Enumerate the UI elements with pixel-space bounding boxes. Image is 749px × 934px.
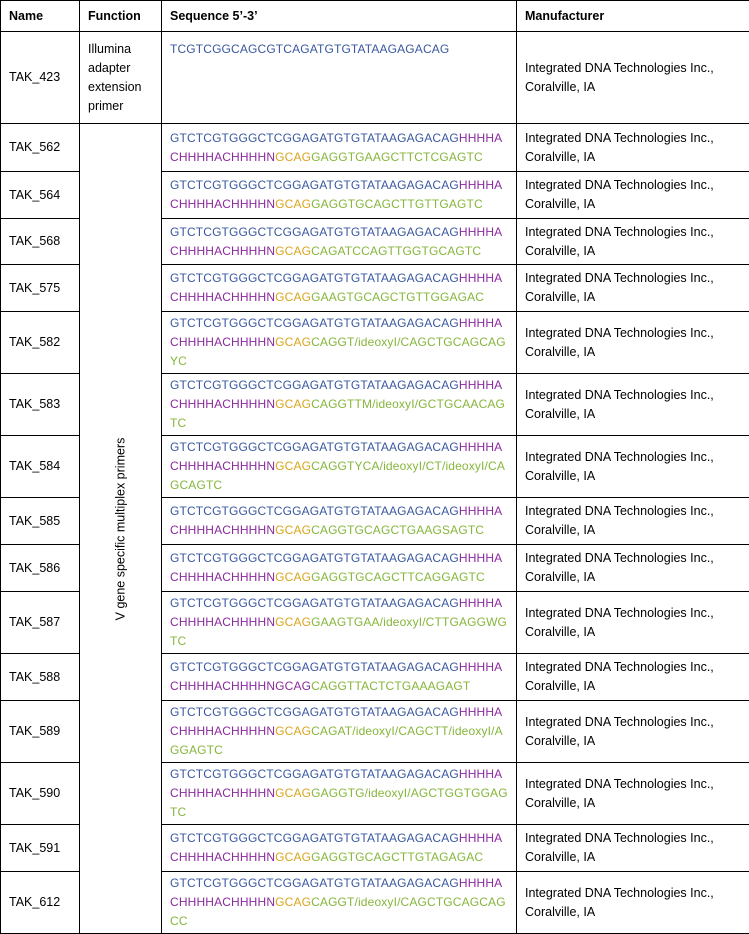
sequence-random-segment: HHHHACHHHHACHHHHN [170,504,502,537]
primer-manufacturer: Integrated DNA Technologies Inc., Coralville, IA [517,872,749,934]
sequence-adapter-segment: GTCTCGTGGGCTCGGAGATGTGTATAAGAGACAG [170,660,459,674]
header-manufacturer: Manufacturer [517,1,749,32]
sequence-adapter-segment: GTCTCGTGGGCTCGGAGATGTGTATAAGAGACAG [170,831,459,845]
primer-name: TAK_588 [1,654,80,701]
table-row [1,32,749,124]
primer-group-function [80,124,162,934]
sequence-spacer-segment: GCAG [275,570,311,584]
primer-name: TAK_591 [1,825,80,872]
sequence-adapter-segment: GTCTCGTGGGCTCGGAGATGTGTATAAGAGACAG [170,316,459,330]
sequence-random-segment: HHHHACHHHHACHHHHN [170,551,502,584]
sequence-spacer-segment: GCAG [275,197,311,211]
header-function: Function [80,1,162,32]
sequence-random-segment: HHHHACHHHHACHHHHN [170,178,502,211]
sequence-random-segment: HHHHACHHHHACHHHHN [170,316,502,349]
primer-sequence [162,763,517,825]
sequence-adapter-segment: GTCTCGTGGGCTCGGAGATGTGTATAAGAGACAG [170,378,459,392]
sequence-gene-segment: CAGAT/ideoxyI/CAGCTT/ideoxyI/AGGAGTC [170,724,503,757]
sequence-adapter-segment: GTCTCGTGGGCTCGGAGATGTGTATAAGAGACAG [170,178,459,192]
sequence-adapter-segment: GTCTCGTGGGCTCGGAGATGTGTATAAGAGACAG [170,504,459,518]
sequence-spacer-segment: GCAG [275,786,311,800]
sequence-gene-segment: CAGGTYCA/ideoxyI/CT/ideoxyI/CAGCAGTC [170,459,505,492]
sequence-gene-segment: GAAGTGCAGCTGTTGGAGAC [311,290,484,304]
primer-function: Illumina adapter extension primer [80,32,162,124]
primer-name: TAK_585 [1,498,80,545]
sequence-gene-segment: GAGGTG/ideoxyI/AGCTGGTGGAGTC [170,786,508,819]
sequence-adapter-segment: GTCTCGTGGGCTCGGAGATGTGTATAAGAGACAG [170,705,459,719]
sequence-gene-segment: GAGGTGCAGCTTGTAGAGAC [311,850,483,864]
sequence-gene-segment: CAGGTTACTCTGAAAGAGT [311,679,470,693]
sequence-adapter-segment: GTCTCGTGGGCTCGGAGATGTGTATAAGAGACAG [170,551,459,565]
sequence-gene-segment: CAGGTTM/ideoxyI/GCTGCAACAGTC [170,397,505,430]
primer-sequence [162,498,517,545]
sequence-spacer-segment: GCAG [275,397,311,411]
primer-manufacturer: Integrated DNA Technologies Inc., Coralville, IA [517,498,749,545]
sequence-random-segment: HHHHACHHHHACHHHHN [170,767,502,800]
sequence-random-segment: HHHHACHHHHACHHHHN [170,660,502,693]
primer-manufacturer: Integrated DNA Technologies Inc., Coralville, IA [517,172,749,219]
primer-manufacturer: Integrated DNA Technologies Inc., Coralville, IA [517,825,749,872]
primer-name: TAK_590 [1,763,80,825]
primer-manufacturer: Integrated DNA Technologies Inc., Coralville, IA [517,654,749,701]
primer-sequence [162,124,517,172]
sequence-spacer-segment: GCAG [275,895,311,909]
sequence-gene-segment: CAGGTGCAGCTGAAGSAGTC [311,523,484,537]
primer-name: TAK_583 [1,374,80,436]
primer-manufacturer: Integrated DNA Technologies Inc., Coralville, IA [517,701,749,763]
sequence-adapter-segment: GTCTCGTGGGCTCGGAGATGTGTATAAGAGACAG [170,876,459,890]
primer-sequence [162,701,517,763]
sequence-gene-segment: GAGGTGAAGCTTCTCGAGTC [311,150,483,164]
primer-manufacturer: Integrated DNA Technologies Inc., Coralville, IA [517,374,749,436]
primer-sequence [162,265,517,312]
sequence-spacer-segment: GCAG [275,850,311,864]
header-name: Name [1,1,80,32]
sequence-spacer-segment: GCAG [275,724,311,738]
primer-sequence [162,172,517,219]
primer-sequence [162,312,517,374]
sequence-random-segment: HHHHACHHHHACHHHHN [170,440,502,473]
sequence-spacer-segment: GCAG [275,679,311,693]
primer-sequence [162,545,517,592]
sequence-random-segment: HHHHACHHHHACHHHHN [170,378,502,411]
sequence-spacer-segment: GCAG [275,150,311,164]
sequence-random-segment: HHHHACHHHHACHHHHN [170,225,502,258]
sequence-adapter-segment: GTCTCGTGGGCTCGGAGATGTGTATAAGAGACAG [170,596,459,610]
sequence-gene-segment: CAGGT/ideoxyI/CAGCTGCAGCAGYC [170,335,506,368]
primer-name: TAK_568 [1,219,80,265]
primer-sequence [162,592,517,654]
sequence-random-segment: HHHHACHHHHACHHHHN [170,271,502,304]
primer-sequence [162,872,517,934]
sequence-gene-segment: GAAGTGAA/ideoxyI/CTTGAGGWGTC [170,615,507,648]
table-row [1,124,749,172]
primer-manufacturer: Integrated DNA Technologies Inc., Coralville, IA [517,436,749,498]
primer-name: TAK_589 [1,701,80,763]
header-sequence: Sequence 5’-3’ [162,1,517,32]
group-function-label: V gene specific multiplex primers [111,437,130,620]
sequence-random-segment: HHHHACHHHHACHHHHN [170,876,502,909]
primer-name: TAK_423 [1,32,80,124]
sequence-adapter-segment: GTCTCGTGGGCTCGGAGATGTGTATAAGAGACAG [170,225,459,239]
primer-name: TAK_564 [1,172,80,219]
primer-sequence [162,825,517,872]
primer-name: TAK_586 [1,545,80,592]
sequence-random-segment: HHHHACHHHHACHHHHN [170,705,502,738]
primer-name: TAK_584 [1,436,80,498]
primer-manufacturer: Integrated DNA Technologies Inc., Coralville, IA [517,545,749,592]
sequence-gene-segment: GAGGTGCAGCTTCAGGAGTC [311,570,485,584]
primer-name: TAK_612 [1,872,80,934]
sequence-random-segment: HHHHACHHHHACHHHHN [170,596,502,629]
sequence-adapter-segment: GTCTCGTGGGCTCGGAGATGTGTATAAGAGACAG [170,767,459,781]
primer-name: TAK_582 [1,312,80,374]
primer-manufacturer: Integrated DNA Technologies Inc., Coralville, IA [517,312,749,374]
primer-name: TAK_587 [1,592,80,654]
sequence-gene-segment: CAGGT/ideoxyI/CAGCTGCAGCAGCC [170,895,506,928]
primer-manufacturer: Integrated DNA Technologies Inc., Coralville, IA [517,265,749,312]
sequence-spacer-segment: GCAG [275,523,311,537]
primer-manufacturer: Integrated DNA Technologies Inc., Coralville, IA [517,592,749,654]
primer-sequence [162,374,517,436]
primer-manufacturer: Integrated DNA Technologies Inc., Coralville, IA [517,219,749,265]
sequence-gene-segment: CAGATCCAGTTGGTGCAGTC [311,244,481,258]
primer-sequence: TCGTCGGCAGCGTCAGATGTGTATAAGAGACAG [162,32,517,124]
sequence-spacer-segment: GCAG [275,244,311,258]
sequence-gene-segment: GAGGTGCAGCTTGTTGAGTC [311,197,483,211]
header-row [1,1,749,32]
primer-name: TAK_575 [1,265,80,312]
sequence-spacer-segment: GCAG [275,290,311,304]
primer-manufacturer: Integrated DNA Technologies Inc., Coralville, IA [517,763,749,825]
primer-sequence [162,219,517,265]
sequence-random-segment: HHHHACHHHHACHHHHN [170,831,502,864]
primer-sequence [162,436,517,498]
sequence-adapter-segment: GTCTCGTGGGCTCGGAGATGTGTATAAGAGACAG [170,131,459,145]
sequence-spacer-segment: GCAG [275,335,311,349]
primer-manufacturer: Integrated DNA Technologies Inc., Coralville, IA [517,124,749,172]
sequence-adapter-segment: GTCTCGTGGGCTCGGAGATGTGTATAAGAGACAG [170,440,459,454]
sequence-spacer-segment: GCAG [275,459,311,473]
sequence-random-segment: HHHHACHHHHACHHHHN [170,131,502,164]
primer-sequence [162,654,517,701]
primer-name: TAK_562 [1,124,80,172]
primer-manufacturer: Integrated DNA Technologies Inc., Coralville, IA [517,32,749,124]
sequence-spacer-segment: GCAG [275,615,311,629]
sequence-adapter-segment: GTCTCGTGGGCTCGGAGATGTGTATAAGAGACAG [170,271,459,285]
